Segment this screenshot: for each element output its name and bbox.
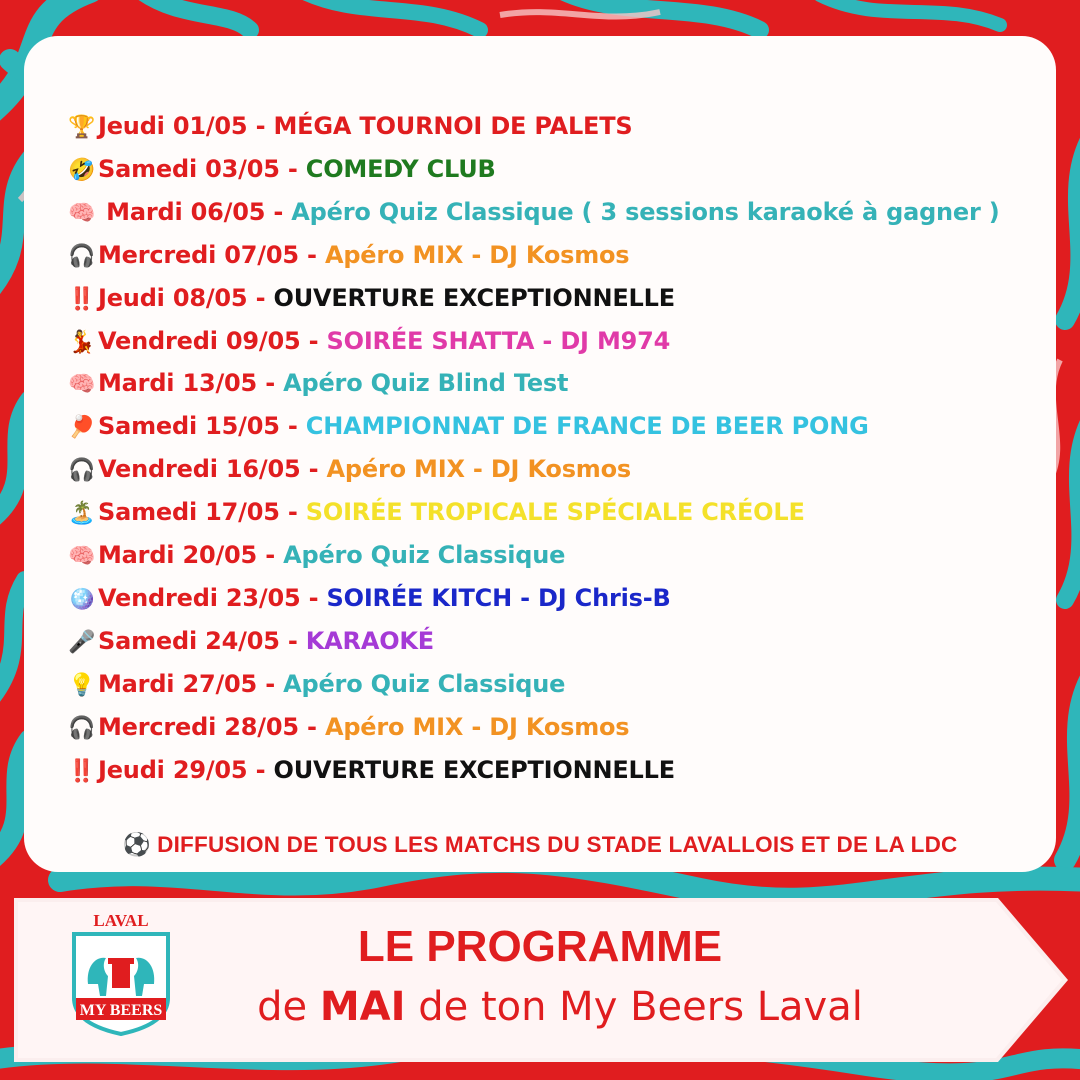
event-title: COMEDY CLUB <box>305 154 496 183</box>
event-title: Apéro Quiz Classique ( 3 sessions karaoké à gagner ) <box>291 197 1000 226</box>
banner-title: LE PROGRAMME <box>357 922 723 971</box>
event-icon: 🧠 <box>68 544 96 570</box>
event-separator: - <box>257 541 284 570</box>
event-separator: - <box>265 197 292 226</box>
event-icon: 🤣 <box>68 157 96 183</box>
event-separator: - <box>279 626 306 655</box>
event-icon: 🎤 <box>68 629 96 655</box>
event-title: Apéro MIX - DJ Kosmos <box>324 712 630 741</box>
event-row <box>68 321 1014 364</box>
event-icon: 🎧 <box>68 458 96 484</box>
event-separator: - <box>298 240 325 269</box>
event-title: SOIRÉE KITCH - DJ Chris-B <box>326 583 671 612</box>
event-icon: 🎧 <box>68 243 96 269</box>
event-date: Vendredi 23/05 <box>98 583 301 612</box>
banner-sub-pre: de <box>257 984 320 1030</box>
event-separator: - <box>257 369 284 398</box>
event-date: Samedi 17/05 <box>98 498 280 527</box>
event-separator: - <box>247 283 274 312</box>
event-row <box>68 149 1014 192</box>
event-date: Samedi 15/05 <box>98 412 280 441</box>
event-title: CHAMPIONNAT DE FRANCE DE BEER PONG <box>305 412 869 441</box>
event-title: Apéro Quiz Classique <box>283 541 566 570</box>
event-separator: - <box>298 712 325 741</box>
event-title: Apéro Quiz Blind Test <box>283 369 569 398</box>
event-icon: 🪩 <box>68 586 96 612</box>
beer-tap-icon <box>112 962 130 988</box>
event-title: SOIRÉE TROPICALE SPÉCIALE CRÉOLE <box>305 498 805 527</box>
event-separator: - <box>300 583 327 612</box>
event-row <box>68 406 1014 449</box>
event-separator: - <box>279 154 306 183</box>
event-date: Jeudi 01/05 <box>98 112 248 140</box>
event-title: Apéro Quiz Classique <box>283 669 566 698</box>
event-title: MÉGA TOURNOI DE PALETS <box>273 112 633 140</box>
event-row <box>68 664 1014 707</box>
event-separator: - <box>300 326 327 355</box>
event-row <box>68 578 1014 621</box>
event-separator: - <box>279 498 306 527</box>
event-title: Apéro MIX - DJ Kosmos <box>326 455 631 484</box>
banner-sub-month: MAI <box>319 984 406 1030</box>
event-separator: - <box>247 112 274 140</box>
event-icon: 🧠 <box>68 200 96 226</box>
event-title: SOIRÉE SHATTA - DJ M974 <box>326 326 671 355</box>
event-date: Jeudi 29/05 <box>98 755 248 784</box>
event-date: Jeudi 08/05 <box>98 283 248 312</box>
event-row <box>68 707 1014 750</box>
event-separator: - <box>247 755 274 784</box>
event-icon: 🏆 <box>68 115 96 140</box>
event-separator: - <box>257 669 284 698</box>
event-title: OUVERTURE EXCEPTIONNELLE <box>273 283 675 312</box>
event-date: Samedi 24/05 <box>98 626 280 655</box>
event-row <box>68 750 1014 793</box>
event-title: Apéro MIX - DJ Kosmos <box>324 240 630 269</box>
event-date: Samedi 03/05 <box>98 154 280 183</box>
event-separator: - <box>279 412 306 441</box>
banner-sub-post: de ton My Beers Laval <box>405 984 863 1030</box>
event-icon: 💡 <box>68 672 96 698</box>
event-icon: 💃 <box>68 329 96 355</box>
event-row <box>68 192 1014 235</box>
event-date: Vendredi 16/05 <box>98 455 301 484</box>
event-row <box>68 363 1014 406</box>
event-icon: 🏓 <box>68 415 96 441</box>
event-icon: ‼️ <box>68 286 96 312</box>
event-title: OUVERTURE EXCEPTIONNELLE <box>273 755 675 784</box>
logo-top-text: LAVAL <box>93 911 149 930</box>
event-list <box>68 106 1014 793</box>
event-date: Vendredi 09/05 <box>98 326 301 355</box>
event-icon: 🏝️ <box>68 501 96 527</box>
event-date: Mardi 13/05 <box>98 369 258 398</box>
event-date: Mardi 27/05 <box>98 669 258 698</box>
event-row <box>68 535 1014 578</box>
event-row <box>68 106 1014 149</box>
event-row <box>68 235 1014 278</box>
event-date: Mardi 06/05 <box>98 197 266 226</box>
event-row <box>68 449 1014 492</box>
event-title: KARAOKÉ <box>305 626 435 655</box>
banner-subtitle <box>200 984 920 1030</box>
logo-bottom-text: MY BEERS <box>79 1002 163 1019</box>
soccer-ball-icon: ⚽ <box>122 832 151 857</box>
event-row <box>68 278 1014 321</box>
diffusion-notice <box>24 832 1056 858</box>
my-beers-logo <box>66 906 176 1036</box>
event-row <box>68 492 1014 535</box>
event-date: Mercredi 07/05 <box>98 240 299 269</box>
diffusion-text: DIFFUSION DE TOUS LES MATCHS DU STADE LAVALLOIS ET DE LA LDC <box>157 832 958 857</box>
event-icon: 🎧 <box>68 715 96 741</box>
event-row <box>68 621 1014 664</box>
event-separator: - <box>300 455 327 484</box>
event-date: Mercredi 28/05 <box>98 712 299 741</box>
event-icon: ‼️ <box>68 758 96 784</box>
event-icon: 🧠 <box>68 372 96 398</box>
event-date: Mardi 20/05 <box>98 541 258 570</box>
